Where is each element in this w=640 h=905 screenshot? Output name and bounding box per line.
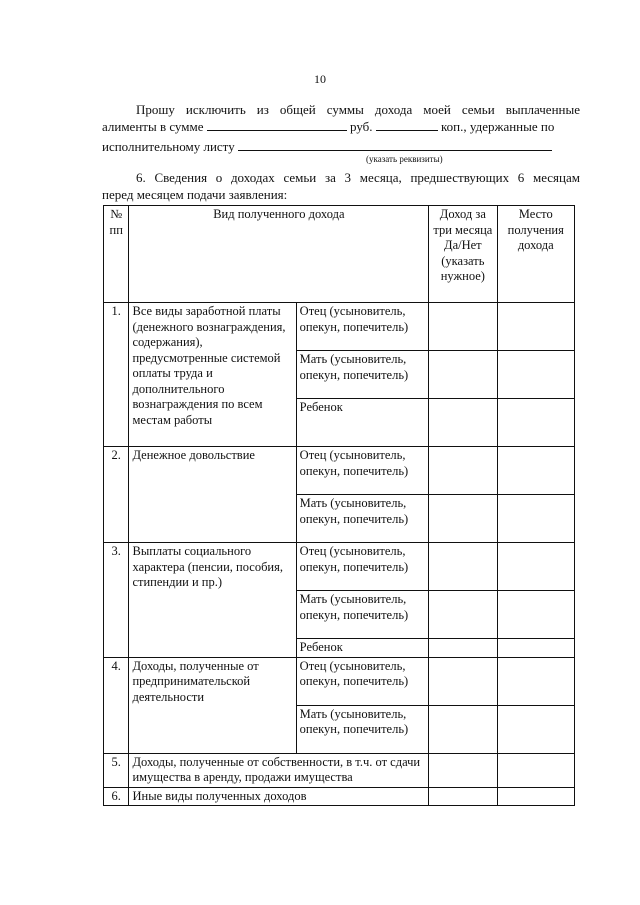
row-num: 6. xyxy=(104,787,129,806)
person-mother: Мать (усыновитель, опекун, попечитель) xyxy=(296,495,429,543)
yes-no-cell[interactable] xyxy=(429,753,497,787)
alimony-paragraph xyxy=(102,101,580,155)
yes-no-cell[interactable] xyxy=(429,495,497,543)
row-num: 2. xyxy=(104,447,129,543)
details-hint: (указать реквизиты) xyxy=(366,154,443,164)
person-mother: Мать (усыновитель, опекун, попечитель) xyxy=(296,351,429,399)
yes-no-cell[interactable] xyxy=(429,657,497,705)
person-father: Отец (усыновитель, опекун, попечитель) xyxy=(296,543,429,591)
income-type-cell: Доходы, полученные от собственности, в т.ч. от сдачи имущества в аренду, продажи имущества xyxy=(129,753,429,787)
kop-label: коп., удержанные по xyxy=(441,119,555,134)
writ-details-field[interactable] xyxy=(238,139,552,151)
header-place: Место получения дохода xyxy=(497,206,575,303)
table-row xyxy=(104,303,575,351)
place-cell[interactable] xyxy=(497,787,575,806)
yes-no-cell[interactable] xyxy=(429,591,497,639)
place-cell[interactable] xyxy=(497,543,575,591)
table-row xyxy=(104,787,575,806)
income-table xyxy=(103,205,575,806)
table-row xyxy=(104,447,575,495)
yes-no-cell[interactable] xyxy=(429,303,497,351)
row-num: 5. xyxy=(104,753,129,787)
yes-no-cell[interactable] xyxy=(429,543,497,591)
header-num: № пп xyxy=(104,206,129,303)
alimony-amount-label: алименты в сумме xyxy=(102,119,204,134)
place-cell[interactable] xyxy=(497,447,575,495)
yes-no-cell[interactable] xyxy=(429,351,497,399)
person-child: Ребенок xyxy=(296,399,429,447)
place-cell[interactable] xyxy=(497,639,575,658)
place-cell[interactable] xyxy=(497,591,575,639)
person-mother: Мать (усыновитель, опекун, попечитель) xyxy=(296,705,429,753)
place-cell[interactable] xyxy=(497,399,575,447)
income-type-cell: Выплаты социального характера (пенсии, пособия, стипендии и пр.) xyxy=(129,543,296,658)
alimony-line-1: Прошу исключить из общей суммы дохода моей семьи выплаченные xyxy=(136,102,580,117)
income-heading-line-2: перед месяцем подачи заявления: xyxy=(102,187,288,202)
person-father: Отец (усыновитель, опекун, попечитель) xyxy=(296,657,429,705)
writ-label: исполнительному листу xyxy=(102,139,235,154)
table-header-row xyxy=(104,206,575,303)
income-section-heading xyxy=(102,169,580,203)
yes-no-cell[interactable] xyxy=(429,787,497,806)
place-cell[interactable] xyxy=(497,351,575,399)
alimony-line-3 xyxy=(102,138,580,155)
yes-no-cell[interactable] xyxy=(429,399,497,447)
income-type-cell: Доходы, полученные от предпринимательской деятельности xyxy=(129,657,296,753)
alimony-kop-field[interactable] xyxy=(376,119,438,131)
income-type-cell: Денежное довольствие xyxy=(129,447,296,543)
row-num: 1. xyxy=(104,303,129,447)
place-cell[interactable] xyxy=(497,657,575,705)
person-father: Отец (усыновитель, опекун, попечитель) xyxy=(296,303,429,351)
place-cell[interactable] xyxy=(497,705,575,753)
place-cell[interactable] xyxy=(497,495,575,543)
row-num: 4. xyxy=(104,657,129,753)
person-child: Ребенок xyxy=(296,639,429,658)
person-father: Отец (усыновитель, опекун, попечитель) xyxy=(296,447,429,495)
rub-label: руб. xyxy=(350,119,373,134)
income-heading-line-1: 6. Сведения о доходах семьи за 3 месяца, предшествующих 6 месяцам xyxy=(136,170,580,185)
row-num: 3. xyxy=(104,543,129,658)
person-mother: Мать (усыновитель, опекун, попечитель) xyxy=(296,591,429,639)
yes-no-cell[interactable] xyxy=(429,705,497,753)
income-type-cell: Иные виды полученных доходов xyxy=(129,787,429,806)
yes-no-cell[interactable] xyxy=(429,447,497,495)
place-cell[interactable] xyxy=(497,753,575,787)
header-income-type: Вид полученного дохода xyxy=(129,206,429,303)
alimony-line-2 xyxy=(102,118,580,135)
header-yes-no: Доход за три месяца Да/Нет (указать нужное) xyxy=(429,206,497,303)
table-row xyxy=(104,753,575,787)
table-row xyxy=(104,657,575,705)
table-row xyxy=(104,543,575,591)
yes-no-cell[interactable] xyxy=(429,639,497,658)
place-cell[interactable] xyxy=(497,303,575,351)
alimony-rub-field[interactable] xyxy=(207,119,347,131)
income-type-cell: Все виды заработной платы (денежного вознаграждения, содержания), предусмотренные системой оплаты труда и дополнительного вознаграждения по всем местам работы xyxy=(129,303,296,447)
page-number: 10 xyxy=(314,72,326,86)
